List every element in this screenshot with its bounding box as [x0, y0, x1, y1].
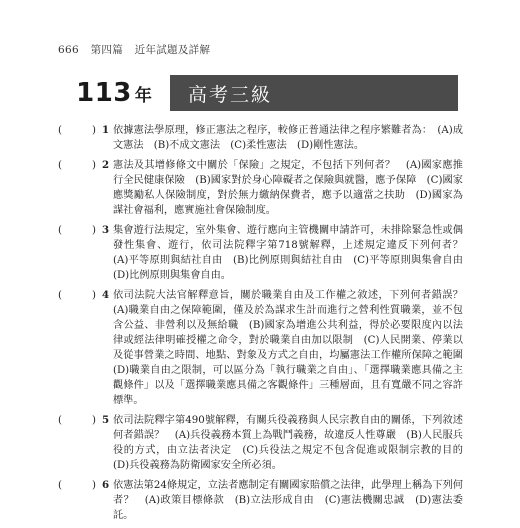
exam-banner — [58, 75, 458, 111]
section-label: 第四篇 — [90, 44, 123, 56]
answer-bracket: ( ) — [58, 125, 96, 136]
answer-bracket: ( ) — [58, 415, 96, 426]
question-number: 3 — [102, 224, 110, 236]
exam-year-number: 113 — [76, 78, 132, 108]
page-number: 666 — [58, 44, 79, 56]
question-number: 4 — [102, 289, 110, 301]
running-header — [58, 42, 218, 57]
answer-bracket: ( ) — [58, 160, 96, 171]
answer-bracket: ( ) — [58, 225, 96, 236]
question-item — [58, 123, 463, 153]
question-text: 依憲法第24條規定，立法者應制定有關國家賠償之法律，此學理上稱為下列何者？ (A)政策目標條款 (B)立法形成自由 (C)憲法機關忠誠 (D)憲法委託。 — [113, 480, 463, 521]
exam-year — [58, 75, 170, 111]
section-title: 近年試題及詳解 — [134, 44, 211, 56]
question-text: 依據憲法學原理，修正憲法之程序，較修正普通法律之程序繁難者為： (A)成文憲法 (B)不成文憲法 (C)柔性憲法 (D)剛性憲法。 — [113, 125, 463, 151]
question-text: 憲法及其增修條文中關於「保險」之規定，不包括下列何者？ (A)國家應推行全民健康保險 (B)國家對於身心障礙者之保險與就醫，應予保障 (C)國家應獎勵私人保險制度，對於無力繳納保費者，應予以適當之扶助 (D)國家為謀社會福利，應實施社會保險制度。 — [113, 160, 463, 216]
answer-bracket: ( ) — [58, 290, 96, 301]
question-number: 2 — [102, 159, 110, 171]
question-number: 5 — [102, 414, 110, 426]
question-text: 依司法院大法官解釋意旨，關於職業自由及工作權之敘述，下列何者錯誤？ (A)職業自由之保障範圍，僅及於為謀求生計而進行之營利性質職業，並不包含公益、非營利以及無給職 (B)國家為增進公共利益，得於必要限度內以法律或經法律明確授權之命令，對於職業自由加以限制 (C)人民開業、停業以及從事營業之時間、地點、對象及方式之自由，均屬憲法工作權所保障之範圍 (D)職業自由之限制，可以區分為「執行職業之自由」、「選擇職業應具備之主觀條件」以及「選擇職業應具備之客觀條件」三種層面，且有寬嚴不同之容許標準。 — [113, 290, 474, 406]
exam-year-unit: 年 — [134, 85, 152, 106]
question-item — [58, 478, 463, 523]
question-item — [58, 413, 474, 473]
question-item — [58, 223, 474, 283]
question-list — [58, 123, 474, 528]
question-item — [58, 288, 474, 408]
question-text: 依司法院釋字第490號解釋，有關兵役義務與人民宗教自由的關係，下列敘述何者錯誤？ (A)兵役義務本質上為戰鬥義務，故違反人性尊嚴 (B)人民服兵役的方式，由立法者決定 (C)兵役法之規定不包含促進或限制宗教的目的 (D)兵役義務為防衛國家安全所必須。 — [113, 415, 474, 471]
question-text: 集會遊行法規定，室外集會、遊行應向主管機關申請許可，未排除緊急性或偶發性集會、遊行，依司法院釋字第718號解釋，上述規定違反下列何者？ (A)平等原則與結社自由 (B)比例原則與結社自由 (C)平等原則與集會自由 (D)比例原則與集會自由。 — [113, 225, 474, 281]
question-number: 1 — [102, 124, 110, 136]
question-item — [58, 158, 463, 218]
question-number: 6 — [102, 479, 110, 491]
exam-title: 高考三級 — [170, 75, 458, 111]
answer-bracket: ( ) — [58, 480, 96, 491]
